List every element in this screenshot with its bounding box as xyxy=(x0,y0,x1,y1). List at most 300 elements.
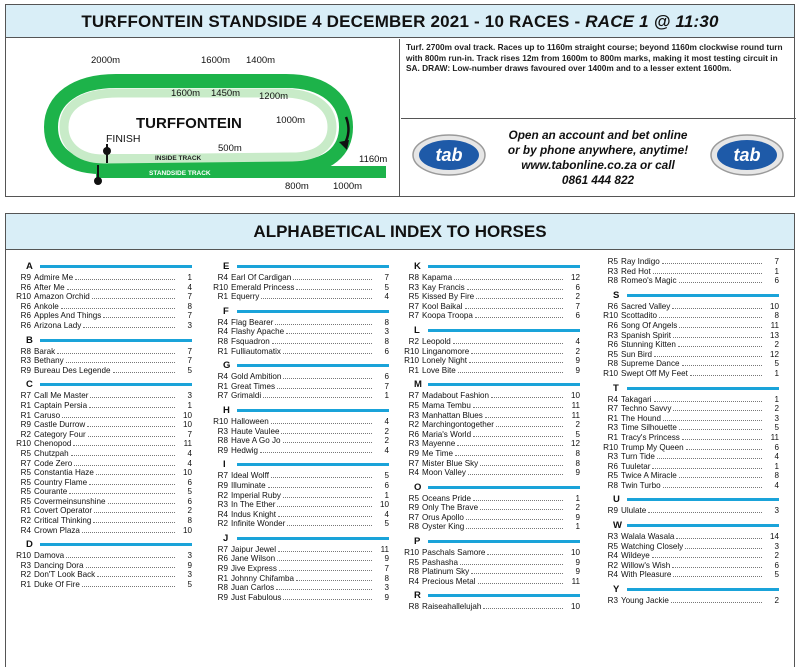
race-number: R6 xyxy=(408,429,419,439)
dot-leader xyxy=(471,353,563,354)
marker-1400m: 1400m xyxy=(246,55,276,66)
race-number: R8 xyxy=(607,276,618,286)
horse-row xyxy=(601,481,779,491)
race-number: R3 xyxy=(607,423,618,433)
marker-1000m-outer: 1000m xyxy=(333,181,363,192)
horse-number: 7 xyxy=(187,356,192,366)
horse-number: 6 xyxy=(384,346,389,356)
horse-number: 4 xyxy=(187,448,192,458)
horse-name: Pashasha xyxy=(422,557,458,567)
horse-number: 3 xyxy=(384,327,389,337)
marker-1600m-inner: 1600m xyxy=(171,88,201,99)
letter-heading xyxy=(601,289,779,302)
horse-row xyxy=(402,401,580,411)
horse-row xyxy=(211,554,389,564)
race-number: R8 xyxy=(408,522,419,532)
horse-name: Leopold xyxy=(422,336,451,346)
horse-row xyxy=(211,446,389,456)
horse-number: 9 xyxy=(384,592,389,602)
letter-heading xyxy=(601,382,779,395)
race-number: R1 xyxy=(607,413,618,423)
horse-row xyxy=(601,359,779,369)
horse-name: Watching Closely xyxy=(621,541,684,551)
horse-name: Chutzpah xyxy=(34,448,69,458)
race-number: R2 xyxy=(20,516,31,526)
race-number: R3 xyxy=(607,330,618,340)
horse-row xyxy=(402,439,580,449)
dot-leader xyxy=(89,407,175,408)
dot-leader xyxy=(478,583,563,584)
horse-row xyxy=(402,420,580,430)
horse-number: 1 xyxy=(187,400,192,410)
horse-number: 6 xyxy=(187,477,192,487)
horse-number: 8 xyxy=(575,458,580,468)
horse-name: Linganomore xyxy=(422,346,470,356)
letter-divider xyxy=(428,486,580,489)
horse-number: 14 xyxy=(769,532,779,542)
race-number: R7 xyxy=(408,301,419,311)
race-number: R5 xyxy=(408,292,419,302)
horse-name: Damova xyxy=(34,551,65,561)
race-number: R10 xyxy=(16,551,31,561)
dot-leader xyxy=(648,512,762,513)
horse-row xyxy=(211,283,389,293)
horse-number: 1 xyxy=(774,394,779,404)
race-number: R4 xyxy=(607,394,618,404)
letter-label: T xyxy=(613,382,619,394)
dot-leader xyxy=(469,362,563,363)
race-number: R5 xyxy=(20,496,31,506)
horse-name: Crown Plaza xyxy=(34,525,80,535)
horse-name: Paschals Samore xyxy=(422,548,486,558)
horse-name: Ululate xyxy=(621,506,647,516)
dot-leader xyxy=(268,487,372,488)
horse-name: Maria's World xyxy=(422,429,472,439)
race-number: R5 xyxy=(607,471,618,481)
letter-divider xyxy=(627,588,779,591)
horse-row xyxy=(14,347,192,357)
dot-leader xyxy=(473,436,563,437)
horse-number: 11 xyxy=(571,576,580,586)
horse-row xyxy=(601,369,779,379)
horse-number: 4 xyxy=(774,452,779,462)
horse-row xyxy=(14,302,192,312)
horse-row xyxy=(14,439,192,449)
horse-number: 11 xyxy=(571,400,580,410)
dot-leader xyxy=(62,417,175,418)
race-number: R8 xyxy=(607,480,618,490)
letter-label: L xyxy=(414,324,420,336)
horse-row xyxy=(601,331,779,341)
dot-leader xyxy=(277,560,372,561)
race-number: R7 xyxy=(408,458,419,468)
horse-number: 8 xyxy=(384,336,389,346)
horse-number: 5 xyxy=(187,580,192,590)
finish-label: FINISH xyxy=(106,133,141,145)
track-map xyxy=(6,39,400,197)
race-number: R9 xyxy=(217,564,228,574)
race-number: R9 xyxy=(408,503,419,513)
dot-leader xyxy=(272,343,372,344)
dot-leader xyxy=(296,289,372,290)
race-number: R4 xyxy=(20,525,31,535)
horse-name: Platinum Sky xyxy=(422,567,470,577)
race-number: R7 xyxy=(217,391,228,401)
dot-leader xyxy=(685,548,762,549)
race-number: R5 xyxy=(607,541,618,551)
letter-divider xyxy=(627,294,779,297)
dot-leader xyxy=(682,439,762,440)
dot-leader xyxy=(491,397,563,398)
race-number: R10 xyxy=(404,346,419,356)
horse-name: Swept Off My Feet xyxy=(621,368,688,378)
race-number: R2 xyxy=(20,429,31,439)
horse-row xyxy=(402,283,580,293)
race-number: R5 xyxy=(20,477,31,487)
horse-number: 3 xyxy=(187,320,192,330)
horse-number: 4 xyxy=(187,458,192,468)
horse-name: Walala Wasala xyxy=(621,532,675,542)
race-number: R4 xyxy=(217,372,228,382)
horse-row xyxy=(14,321,192,331)
horse-row xyxy=(14,570,192,580)
horse-name: Bureau Des Legende xyxy=(34,365,111,375)
dot-leader xyxy=(278,516,372,517)
horse-number: 3 xyxy=(774,541,779,551)
horse-row xyxy=(601,542,779,552)
dot-leader xyxy=(113,372,176,373)
letter-label: R xyxy=(414,590,421,602)
horse-name: Call Me Master xyxy=(34,391,89,401)
horse-row xyxy=(14,478,192,488)
letter-heading xyxy=(601,583,779,596)
horse-number: 3 xyxy=(187,391,192,401)
horse-name: Haute Vaulee xyxy=(231,426,280,436)
letter-label: C xyxy=(26,379,33,391)
dot-leader xyxy=(473,407,563,408)
dot-leader xyxy=(283,497,372,498)
horse-name: Marchingontogether xyxy=(422,420,494,430)
dot-leader xyxy=(485,417,563,418)
horse-name: Twin Turbo xyxy=(621,480,661,490)
horse-number: 4 xyxy=(384,416,389,426)
horse-number: 9 xyxy=(384,554,389,564)
letter-heading xyxy=(402,378,580,391)
horse-name: Mister Blue Sky xyxy=(422,458,479,468)
dot-leader xyxy=(663,487,762,488)
race-number: R7 xyxy=(408,391,419,401)
marker-500m: 500m xyxy=(218,143,242,154)
horse-number: 1 xyxy=(384,391,389,401)
horse-number: 10 xyxy=(570,602,580,612)
race-number: R9 xyxy=(20,273,31,282)
horse-name: Kay Francis xyxy=(422,282,465,292)
horse-row xyxy=(601,462,779,472)
horse-row xyxy=(402,513,580,523)
dot-leader xyxy=(277,388,372,389)
letter-label: K xyxy=(414,261,421,272)
letter-heading xyxy=(402,535,580,548)
horse-number: 11 xyxy=(770,432,779,442)
horse-row xyxy=(402,391,580,401)
horse-row xyxy=(14,516,192,526)
horse-name: Emerald Princess xyxy=(231,282,295,292)
race-number: R6 xyxy=(607,320,618,330)
letter-divider xyxy=(237,310,389,313)
horse-number: 5 xyxy=(774,570,779,580)
horse-name: Supreme Dance xyxy=(621,359,680,369)
dot-leader xyxy=(466,528,563,529)
race-number: R4 xyxy=(217,317,228,327)
dot-leader xyxy=(83,327,175,328)
race-number: R3 xyxy=(408,410,419,420)
race-number: R6 xyxy=(217,554,228,564)
horse-name: Oyster King xyxy=(422,522,465,532)
horse-number: 9 xyxy=(575,365,580,375)
horse-number: 9 xyxy=(187,560,192,570)
horse-number: 4 xyxy=(774,480,779,490)
horse-name: Duke Of Fire xyxy=(34,580,80,590)
dot-leader xyxy=(673,410,762,411)
race-number: R3 xyxy=(217,500,228,510)
horse-number: 4 xyxy=(187,282,192,292)
dot-leader xyxy=(487,554,563,555)
letter-label: H xyxy=(223,404,230,416)
horse-name: Scottadito xyxy=(621,311,657,321)
dot-leader xyxy=(468,474,563,475)
race-title: TURFFONTEIN STANDSIDE 4 DECEMBER 2021 - 10 RACES - xyxy=(81,12,586,31)
horse-name: Precious Metal xyxy=(422,576,476,586)
dot-leader xyxy=(260,452,372,453)
letter-heading xyxy=(14,538,192,551)
race-number: R6 xyxy=(20,301,31,311)
race-number: R1 xyxy=(217,381,228,391)
dot-leader xyxy=(678,346,762,347)
horse-name: Raiseahallelujah xyxy=(422,602,482,612)
horse-number: 6 xyxy=(575,282,580,292)
dot-leader xyxy=(293,279,372,280)
dot-leader xyxy=(94,512,175,513)
horse-row xyxy=(601,532,779,542)
horse-number: 8 xyxy=(187,516,192,526)
race-number: R9 xyxy=(217,480,228,490)
race-number: R8 xyxy=(408,273,419,282)
horse-row xyxy=(14,292,192,302)
horse-row xyxy=(601,414,779,424)
dot-leader xyxy=(271,477,372,478)
dot-leader xyxy=(662,263,762,264)
dot-leader xyxy=(74,465,175,466)
dot-leader xyxy=(653,273,762,274)
race-number: R5 xyxy=(408,557,419,567)
horse-row xyxy=(601,311,779,321)
horse-number: 3 xyxy=(187,551,192,561)
horse-row xyxy=(402,567,580,577)
horse-name: Captain Persia xyxy=(34,400,88,410)
race-number: R5 xyxy=(408,400,419,410)
race-number: R10 xyxy=(603,442,618,452)
horse-name: After Me xyxy=(34,282,65,292)
horse-name: Time Silhouette xyxy=(621,423,677,433)
dot-leader xyxy=(71,455,175,456)
horse-row xyxy=(402,311,580,321)
letter-heading xyxy=(402,589,580,602)
horse-index-card xyxy=(5,213,795,667)
dot-leader xyxy=(663,420,762,421)
horse-row xyxy=(14,459,192,469)
horse-row xyxy=(211,273,389,283)
race-number: R7 xyxy=(408,512,419,522)
horse-number: 2 xyxy=(774,551,779,561)
horse-number: 2 xyxy=(575,503,580,513)
horse-row xyxy=(211,481,389,491)
horse-number: 3 xyxy=(774,506,779,516)
horse-row xyxy=(402,337,580,347)
dot-leader xyxy=(457,445,563,446)
horse-row xyxy=(402,548,580,558)
horse-row xyxy=(211,436,389,446)
dot-leader xyxy=(82,532,175,533)
horse-name: Ankole xyxy=(34,301,59,311)
horse-row xyxy=(211,491,389,501)
dot-leader xyxy=(672,567,762,568)
horse-number: 1 xyxy=(774,368,779,378)
horse-row xyxy=(601,551,779,561)
horse-row xyxy=(14,551,192,561)
race-number: R1 xyxy=(607,432,618,442)
horse-row xyxy=(14,430,192,440)
letter-divider xyxy=(237,537,389,540)
horse-number: 9 xyxy=(575,567,580,577)
letter-label: F xyxy=(223,305,229,317)
race-number: R4 xyxy=(217,327,228,337)
race-number: R1 xyxy=(20,400,31,410)
horse-row xyxy=(402,356,580,366)
letter-divider xyxy=(237,463,389,466)
horse-name: Apples And Things xyxy=(34,311,102,321)
horse-name: Amazon Orchid xyxy=(34,292,90,302)
race-number: R4 xyxy=(408,576,419,586)
horse-name: Juan Carlos xyxy=(231,583,275,593)
race-number: R9 xyxy=(607,506,618,516)
horse-row xyxy=(402,347,580,357)
dot-leader xyxy=(471,573,563,574)
horse-name: Infinite Wonder xyxy=(231,519,286,529)
letter-divider xyxy=(428,383,580,386)
dot-leader xyxy=(679,477,762,478)
dot-leader xyxy=(263,397,372,398)
horse-row xyxy=(402,468,580,478)
race-number: R7 xyxy=(20,391,31,401)
dot-leader xyxy=(75,279,175,280)
horse-name: Category Four xyxy=(34,429,86,439)
marker-2000m: 2000m xyxy=(91,55,121,66)
horse-row xyxy=(14,487,192,497)
horse-row xyxy=(211,417,389,427)
horse-name: Indus Knight xyxy=(231,509,276,519)
dot-leader xyxy=(480,465,563,466)
horse-name: Johnny Chifamba xyxy=(231,573,294,583)
race-number: R4 xyxy=(217,273,228,282)
horse-name: Dancing Dora xyxy=(34,560,84,570)
dot-leader xyxy=(466,519,563,520)
horse-number: 10 xyxy=(570,548,580,558)
letter-label: W xyxy=(613,520,622,532)
horse-number: 5 xyxy=(187,487,192,497)
horse-number: 10 xyxy=(182,525,192,535)
horse-name: Grimaldi xyxy=(231,391,262,401)
horse-name: Tracy's Princess xyxy=(621,432,680,442)
race-number: R5 xyxy=(20,468,31,478)
horse-number: 5 xyxy=(575,429,580,439)
horse-row xyxy=(601,257,779,267)
horse-number: 2 xyxy=(384,436,389,446)
horse-number: 1 xyxy=(384,490,389,500)
index-column-2 xyxy=(211,257,389,602)
letter-heading xyxy=(601,519,779,532)
race-number: R4 xyxy=(408,468,419,478)
letter-heading xyxy=(211,305,389,318)
race-number: R2 xyxy=(408,336,419,346)
race-number: R7 xyxy=(408,311,419,321)
horse-name: Imperial Ruby xyxy=(231,490,281,500)
horse-row xyxy=(601,471,779,481)
horse-row xyxy=(14,420,192,430)
horse-number: 11 xyxy=(770,320,779,330)
horse-name: Willow's Wish xyxy=(621,560,671,570)
horse-number: 11 xyxy=(571,410,580,420)
letter-divider xyxy=(40,265,192,268)
horse-name: Trump My Queen xyxy=(621,442,684,452)
horse-name: Young Jackie xyxy=(621,596,669,606)
race-number: R6 xyxy=(607,340,618,350)
horse-name: Moon Valley xyxy=(422,468,466,478)
horse-row xyxy=(601,506,779,516)
horse-name: Courante xyxy=(34,487,68,497)
horse-row xyxy=(601,340,779,350)
horse-name: Fulliautomatix xyxy=(231,346,281,356)
race-number: R8 xyxy=(217,436,228,446)
horse-name: Chenopod xyxy=(34,439,72,449)
letter-divider xyxy=(428,329,580,332)
horse-number: 7 xyxy=(187,429,192,439)
horse-name: Tuuletar xyxy=(621,461,651,471)
horse-row xyxy=(211,574,389,584)
horse-number: 13 xyxy=(769,330,779,340)
horse-number: 10 xyxy=(182,410,192,420)
dot-leader xyxy=(673,337,762,338)
dot-leader xyxy=(679,429,762,430)
tab-logo-text: tab xyxy=(733,145,761,165)
dot-leader xyxy=(283,353,372,354)
race-number: R9 xyxy=(217,445,228,455)
tab-promo-line-3: www.tabonline.co.za or call xyxy=(521,158,675,172)
letter-divider xyxy=(428,594,580,597)
race-number: R10 xyxy=(404,548,419,558)
horse-row xyxy=(402,366,580,376)
horse-number: 12 xyxy=(570,439,580,449)
race-number: R2 xyxy=(217,519,228,529)
horse-number: 9 xyxy=(575,356,580,366)
race-number: R6 xyxy=(607,461,618,471)
horse-number: 5 xyxy=(384,282,389,292)
race-number: R1 xyxy=(217,346,228,356)
horse-name: With Pleasure xyxy=(621,570,672,580)
dot-leader xyxy=(57,353,175,354)
race-number: R2 xyxy=(20,570,31,580)
horse-name: Flashy Apache xyxy=(231,327,285,337)
horse-row xyxy=(14,283,192,293)
